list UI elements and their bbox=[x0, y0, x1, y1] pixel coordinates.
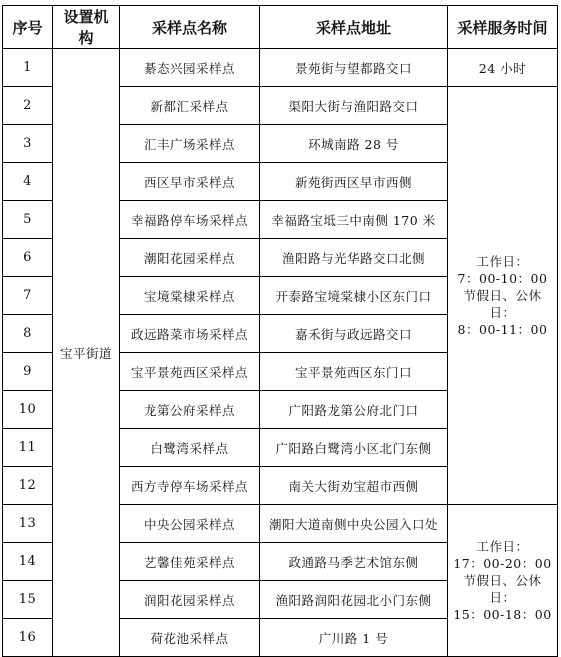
header-row bbox=[3, 6, 558, 49]
site-name: 汇丰广场采样点 bbox=[120, 125, 260, 163]
site-name: 西区早市采样点 bbox=[120, 163, 260, 201]
site-name: 润阳花园采样点 bbox=[120, 581, 260, 619]
hours-group-a bbox=[448, 87, 558, 505]
site-name: 龙第公府采样点 bbox=[120, 391, 260, 429]
hours-b-holiday-time: 15：00-18：00 bbox=[453, 607, 552, 622]
site-address: 嘉禾街与政远路交口 bbox=[260, 315, 448, 353]
hours-group-b bbox=[448, 505, 558, 657]
site-address: 渠阳大街与渔阳路交口 bbox=[260, 87, 448, 125]
row-index: 16 bbox=[3, 619, 53, 657]
site-address: 幸福路宝坻三中南侧 170 米 bbox=[260, 201, 448, 239]
row-index: 12 bbox=[3, 467, 53, 505]
site-address: 新苑街西区早市西侧 bbox=[260, 163, 448, 201]
hours-a-weekday-label: 工作日： bbox=[476, 254, 529, 269]
row-index: 10 bbox=[3, 391, 53, 429]
hours-a-weekday-time: 7：00-10：00 bbox=[457, 271, 548, 286]
site-address: 环城南路 28 号 bbox=[260, 125, 448, 163]
row-index: 6 bbox=[3, 239, 53, 277]
row-index: 2 bbox=[3, 87, 53, 125]
site-name: 艺馨佳苑采样点 bbox=[120, 543, 260, 581]
row-index: 13 bbox=[3, 505, 53, 543]
hours-b-weekday-label: 工作日： bbox=[476, 539, 529, 554]
row-index: 7 bbox=[3, 277, 53, 315]
hours-b-holiday-label: 节假日、公休日： bbox=[463, 573, 542, 605]
header-service-hours: 采样服务时间 bbox=[448, 6, 558, 49]
site-name: 西方寺停车场采样点 bbox=[120, 467, 260, 505]
site-name: 宝平景苑西区采样点 bbox=[120, 353, 260, 391]
site-address: 景苑街与望都路交口 bbox=[260, 49, 448, 87]
hours-b-weekday-time: 17：00-20：00 bbox=[453, 556, 552, 571]
row-index: 8 bbox=[3, 315, 53, 353]
row-index: 4 bbox=[3, 163, 53, 201]
site-name: 白鹭湾采样点 bbox=[120, 429, 260, 467]
header-site-address: 采样点地址 bbox=[260, 6, 448, 49]
row-index: 15 bbox=[3, 581, 53, 619]
row-index: 14 bbox=[3, 543, 53, 581]
hours-all-day: 24 小时 bbox=[448, 49, 558, 87]
site-name: 中央公园采样点 bbox=[120, 505, 260, 543]
site-address: 广阳路龙第公府北门口 bbox=[260, 391, 448, 429]
site-name: 幸福路停车场采样点 bbox=[120, 201, 260, 239]
site-address: 开泰路宝境棠棣小区东门口 bbox=[260, 277, 448, 315]
site-address: 政通路马季艺术馆东侧 bbox=[260, 543, 448, 581]
row-index: 11 bbox=[3, 429, 53, 467]
site-address: 渔阳路与光华路交口北侧 bbox=[260, 239, 448, 277]
site-name: 荷花池采样点 bbox=[120, 619, 260, 657]
site-name: 政远路菜市场采样点 bbox=[120, 315, 260, 353]
header-index: 序号 bbox=[3, 6, 53, 49]
hours-a-holiday-label: 节假日、公休日： bbox=[463, 288, 542, 320]
site-name: 潮阳花园采样点 bbox=[120, 239, 260, 277]
row-index: 1 bbox=[3, 49, 53, 87]
row-index: 9 bbox=[3, 353, 53, 391]
site-address: 宝平景苑西区东门口 bbox=[260, 353, 448, 391]
site-address: 广川路 1 号 bbox=[260, 619, 448, 657]
header-org: 设置机构 bbox=[53, 6, 120, 49]
org-cell: 宝平街道 bbox=[53, 49, 120, 657]
row-index: 5 bbox=[3, 201, 53, 239]
site-name: 新都汇采样点 bbox=[120, 87, 260, 125]
site-name: 綦态兴园采样点 bbox=[120, 49, 260, 87]
hours-a-holiday-time: 8：00-11：00 bbox=[457, 322, 548, 337]
sampling-site-table bbox=[2, 5, 558, 657]
row-index: 3 bbox=[3, 125, 53, 163]
site-address: 广阳路白鹭湾小区北门东侧 bbox=[260, 429, 448, 467]
table-row bbox=[3, 49, 558, 87]
site-name: 宝境棠棣采样点 bbox=[120, 277, 260, 315]
header-site-name: 采样点名称 bbox=[120, 6, 260, 49]
site-address: 渔阳路润阳花园北小门东侧 bbox=[260, 581, 448, 619]
site-address: 南关大街劝宝超市西侧 bbox=[260, 467, 448, 505]
site-address: 潮阳大道南侧中央公园入口处 bbox=[260, 505, 448, 543]
